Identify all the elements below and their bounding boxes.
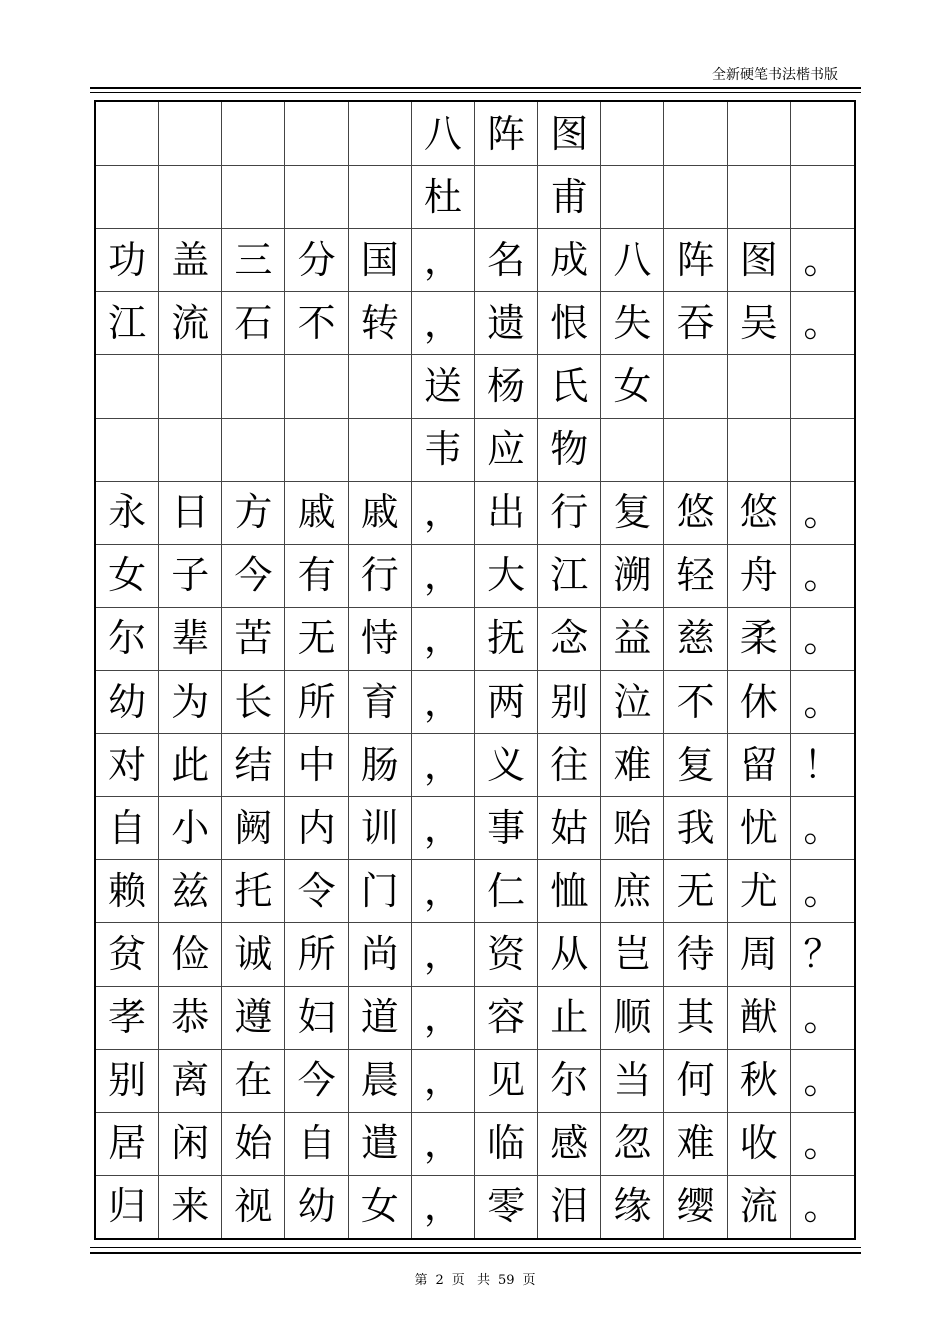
grid-row-line (96, 670, 854, 671)
grid-cell (601, 165, 664, 228)
grid-cell: 尔 (96, 607, 159, 670)
grid-row-line (96, 859, 854, 860)
grid-cell (349, 165, 412, 228)
grid-cell: 当 (601, 1049, 664, 1112)
grid-cell: 难 (601, 733, 664, 796)
grid-cell: 出 (475, 481, 538, 544)
grid-cell: 姑 (538, 796, 601, 859)
grid-row (96, 228, 854, 291)
grid-cell: 我 (665, 796, 728, 859)
grid-cell (791, 102, 854, 165)
grid-row (96, 418, 854, 481)
grid-cell: 中 (286, 733, 349, 796)
grid-row (96, 986, 854, 1049)
grid-cell: 慈 (665, 607, 728, 670)
grid-cell: 别 (96, 1049, 159, 1112)
grid-cell: 难 (665, 1112, 728, 1175)
grid-cell: 所 (286, 670, 349, 733)
grid-cell: 今 (222, 544, 285, 607)
grid-cell: 泣 (601, 670, 664, 733)
grid-cell (349, 418, 412, 481)
grid-cell: 。 (803, 805, 842, 850)
grid-cell: 待 (665, 922, 728, 985)
grid-cell (222, 165, 285, 228)
grid-cell: 往 (538, 733, 601, 796)
grid-cell: 阵 (475, 102, 538, 165)
grid-cell: ， (412, 544, 475, 607)
grid-cell: 缘 (601, 1175, 664, 1238)
grid-cell: 益 (601, 607, 664, 670)
grid-row (96, 1175, 854, 1238)
grid-cell (665, 354, 728, 417)
grid-cell: ， (412, 922, 475, 985)
grid-cell: 大 (475, 544, 538, 607)
grid-cell: 柔 (728, 607, 791, 670)
grid-cell (159, 102, 222, 165)
grid-cell: 应 (475, 418, 538, 481)
grid-cell: 顺 (601, 986, 664, 1049)
grid-cell: 念 (538, 607, 601, 670)
grid-cell: 方 (222, 481, 285, 544)
grid-cell: 庶 (601, 859, 664, 922)
grid-cell: 行 (538, 481, 601, 544)
grid-row (96, 1112, 854, 1175)
grid-cell: 分 (286, 228, 349, 291)
grid-row (96, 354, 854, 417)
grid-row-line (96, 733, 854, 734)
grid-cell (728, 418, 791, 481)
grid-cell: 留 (728, 733, 791, 796)
grid-cell: 吴 (728, 291, 791, 354)
grid-cell: 托 (222, 859, 285, 922)
grid-cell (286, 354, 349, 417)
grid-cell: ， (412, 859, 475, 922)
grid-cell: 流 (728, 1175, 791, 1238)
grid-row (96, 922, 854, 985)
total-prefix: 共 (476, 1273, 490, 1288)
grid-cell: 不 (286, 291, 349, 354)
grid-cell: ， (412, 1049, 475, 1112)
grid-cell: 杨 (475, 354, 538, 417)
grid-cell (349, 102, 412, 165)
grid-cell: 所 (286, 922, 349, 985)
grid-cell: 功 (96, 228, 159, 291)
grid-cell: ， (412, 228, 475, 291)
grid-cell (791, 418, 854, 481)
grid-row (96, 102, 854, 165)
grid-cell: 在 (222, 1049, 285, 1112)
grid-cell: 两 (475, 670, 538, 733)
grid-cell: 图 (728, 228, 791, 291)
grid-cell: ， (412, 986, 475, 1049)
grid-cell: 休 (728, 670, 791, 733)
grid-cell: 门 (349, 859, 412, 922)
grid-cell: 子 (159, 544, 222, 607)
grid-cell: 。 (803, 995, 842, 1040)
grid-cell: 长 (222, 670, 285, 733)
grid-cell: ， (412, 607, 475, 670)
grid-cell: 止 (538, 986, 601, 1049)
grid-cell: 。 (803, 490, 842, 535)
grid-cell (601, 418, 664, 481)
grid-cell: 溯 (601, 544, 664, 607)
header-rule (90, 87, 861, 89)
grid-cell: 图 (538, 102, 601, 165)
grid-cell (159, 354, 222, 417)
grid-cell (475, 165, 538, 228)
grid-cell: 复 (665, 733, 728, 796)
grid-cell: 成 (538, 228, 601, 291)
grid-cell: 吞 (665, 291, 728, 354)
grid-cell: 戚 (286, 481, 349, 544)
grid-cell: 八 (412, 102, 475, 165)
grid-cell: 缨 (665, 1175, 728, 1238)
grid-cell: 肠 (349, 733, 412, 796)
grid-cell: 送 (412, 354, 475, 417)
grid-cell: 无 (665, 859, 728, 922)
grid-cell: 三 (222, 228, 285, 291)
grid-cell: 江 (96, 291, 159, 354)
grid-cell: 幼 (286, 1175, 349, 1238)
grid-cell (728, 354, 791, 417)
grid-cell: 尔 (538, 1049, 601, 1112)
grid-cell: 。 (803, 237, 842, 282)
grid-cell: ， (412, 1175, 475, 1238)
grid-cell: 阙 (222, 796, 285, 859)
grid-cell: 忧 (728, 796, 791, 859)
grid-row (96, 796, 854, 859)
page-number: 2 (435, 1273, 444, 1288)
grid-cell (665, 165, 728, 228)
grid-cell: 居 (96, 1112, 159, 1175)
grid-cell: 岂 (601, 922, 664, 985)
grid-cell: 仁 (475, 859, 538, 922)
grid-cell: 小 (159, 796, 222, 859)
grid-cell: 女 (601, 354, 664, 417)
grid-row-line (96, 1112, 854, 1113)
grid-cell: 视 (222, 1175, 285, 1238)
grid-cell: 八 (601, 228, 664, 291)
grid-cell: 事 (475, 796, 538, 859)
grid-cell (96, 418, 159, 481)
grid-row-line (96, 481, 854, 482)
grid-cell: 令 (286, 859, 349, 922)
grid-cell: 零 (475, 1175, 538, 1238)
grid-cell: 为 (159, 670, 222, 733)
grid-cell: 失 (601, 291, 664, 354)
grid-cell (159, 165, 222, 228)
grid-cell: 尤 (728, 859, 791, 922)
grid-cell: 临 (475, 1112, 538, 1175)
grid-cell: 诚 (222, 922, 285, 985)
grid-cell: 感 (538, 1112, 601, 1175)
grid-cell: 苦 (222, 607, 285, 670)
grid-row (96, 733, 854, 796)
grid-cell: 盖 (159, 228, 222, 291)
grid-cell (96, 102, 159, 165)
calligraphy-grid (94, 100, 856, 1240)
grid-cell: ， (412, 733, 475, 796)
grid-cell: 收 (728, 1112, 791, 1175)
header-title: 全新硬笔书法楷书版 (712, 67, 838, 83)
grid-cell (601, 102, 664, 165)
grid-cell: 永 (96, 481, 159, 544)
grid-cell: 今 (286, 1049, 349, 1112)
grid-cell (286, 102, 349, 165)
grid-row-line (96, 418, 854, 419)
grid-cell: 来 (159, 1175, 222, 1238)
grid-cell (159, 418, 222, 481)
grid-cell: 恨 (538, 291, 601, 354)
grid-cell: ， (412, 670, 475, 733)
grid-cell: 结 (222, 733, 285, 796)
grid-row-line (96, 922, 854, 923)
grid-cell: 离 (159, 1049, 222, 1112)
grid-cell: 泪 (538, 1175, 601, 1238)
grid-cell: 无 (286, 607, 349, 670)
grid-cell (728, 102, 791, 165)
grid-cell (222, 418, 285, 481)
grid-cell: 俭 (159, 922, 222, 985)
grid-cell: 贫 (96, 922, 159, 985)
grid-cell: 。 (803, 679, 842, 724)
grid-cell: 遵 (222, 986, 285, 1049)
grid-cell: 归 (96, 1175, 159, 1238)
grid-cell (96, 165, 159, 228)
grid-cell: 幼 (96, 670, 159, 733)
grid-cell: 流 (159, 291, 222, 354)
grid-row-line (96, 228, 854, 229)
grid-cell: 资 (475, 922, 538, 985)
grid-cell: 女 (349, 1175, 412, 1238)
grid-cell: 遗 (475, 291, 538, 354)
grid-cell: 国 (349, 228, 412, 291)
grid-cell: 别 (538, 670, 601, 733)
grid-row (96, 607, 854, 670)
grid-row-line (96, 1175, 854, 1176)
grid-cell: 对 (96, 733, 159, 796)
grid-cell: 兹 (159, 859, 222, 922)
grid-cell: 。 (803, 300, 842, 345)
grid-cell: 复 (601, 481, 664, 544)
grid-cell: 始 (222, 1112, 285, 1175)
grid-row (96, 291, 854, 354)
grid-cell: 遣 (349, 1112, 412, 1175)
grid-cell: 见 (475, 1049, 538, 1112)
grid-cell: 此 (159, 733, 222, 796)
grid-cell: 自 (96, 796, 159, 859)
grid-cell: ， (412, 291, 475, 354)
grid-cell: 其 (665, 986, 728, 1049)
grid-cell: 悠 (665, 481, 728, 544)
grid-cell: 尚 (349, 922, 412, 985)
grid-row-line (96, 165, 854, 166)
grid-cell: 轻 (665, 544, 728, 607)
grid-cell (349, 354, 412, 417)
grid-cell: 育 (349, 670, 412, 733)
grid-cell: 猷 (728, 986, 791, 1049)
grid-cell: 。 (803, 553, 842, 598)
grid-cell: 自 (286, 1112, 349, 1175)
grid-cell: 辈 (159, 607, 222, 670)
grid-cell (286, 165, 349, 228)
grid-cell: 杜 (412, 165, 475, 228)
grid-cell: 恃 (349, 607, 412, 670)
grid-cell: 恭 (159, 986, 222, 1049)
grid-cell: ， (412, 796, 475, 859)
grid-cell: 义 (475, 733, 538, 796)
grid-row-line (96, 354, 854, 355)
grid-cell: 周 (728, 922, 791, 985)
footer-rule (90, 1252, 861, 1254)
grid-cell: 训 (349, 796, 412, 859)
grid-cell: 转 (349, 291, 412, 354)
grid-cell: 甫 (538, 165, 601, 228)
grid-cell: ， (412, 1112, 475, 1175)
grid-cell: 石 (222, 291, 285, 354)
grid-cell: 晨 (349, 1049, 412, 1112)
grid-cell: 内 (286, 796, 349, 859)
grid-row-line (96, 1049, 854, 1050)
grid-cell (791, 354, 854, 417)
grid-row-line (96, 796, 854, 797)
grid-row (96, 859, 854, 922)
grid-row (96, 481, 854, 544)
grid-cell (665, 102, 728, 165)
page-footer (0, 1269, 950, 1288)
grid-cell (222, 354, 285, 417)
grid-row (96, 544, 854, 607)
grid-cell: 有 (286, 544, 349, 607)
grid-cell (96, 354, 159, 417)
grid-cell: 行 (349, 544, 412, 607)
grid-cell: 从 (538, 922, 601, 985)
grid-cell: 不 (665, 670, 728, 733)
total-pages: 59 (497, 1273, 515, 1288)
page-label-suffix: 页 (451, 1273, 465, 1288)
grid-cell: 妇 (286, 986, 349, 1049)
grid-cell (286, 418, 349, 481)
grid-row-line (96, 544, 854, 545)
grid-cell: 名 (475, 228, 538, 291)
grid-cell: 阵 (665, 228, 728, 291)
grid-cell: 江 (538, 544, 601, 607)
grid-cell: 贻 (601, 796, 664, 859)
grid-cell (791, 165, 854, 228)
grid-cell: 孝 (96, 986, 159, 1049)
grid-cell (728, 165, 791, 228)
header-rule-thin (90, 92, 861, 93)
grid-cell: 容 (475, 986, 538, 1049)
grid-cell: 秋 (728, 1049, 791, 1112)
grid-cell: 。 (803, 868, 842, 913)
grid-cell (665, 418, 728, 481)
grid-cell: 韦 (412, 418, 475, 481)
grid-row (96, 165, 854, 228)
total-suffix: 页 (522, 1273, 536, 1288)
grid-row-line (96, 291, 854, 292)
grid-cell: ！ (803, 742, 842, 787)
grid-cell: 舟 (728, 544, 791, 607)
grid-cell: 日 (159, 481, 222, 544)
grid-cell: 女 (96, 544, 159, 607)
grid-cell: 戚 (349, 481, 412, 544)
grid-cell: 何 (665, 1049, 728, 1112)
grid-row (96, 1049, 854, 1112)
grid-cell: 。 (803, 1184, 842, 1229)
grid-cell (222, 102, 285, 165)
grid-cell: 抚 (475, 607, 538, 670)
grid-cell: 闲 (159, 1112, 222, 1175)
grid-cell: 。 (803, 616, 842, 661)
grid-cell: ？ (803, 931, 842, 976)
footer-rule-thin (90, 1247, 861, 1248)
grid-cell: ， (412, 481, 475, 544)
grid-cell: 赖 (96, 859, 159, 922)
grid-cell: 物 (538, 418, 601, 481)
grid-cell: 。 (803, 1121, 842, 1166)
grid-cell: 氏 (538, 354, 601, 417)
grid-row (96, 670, 854, 733)
grid-cell: 。 (803, 1058, 842, 1103)
grid-cell: 道 (349, 986, 412, 1049)
grid-row-line (96, 986, 854, 987)
grid-cell: 忽 (601, 1112, 664, 1175)
grid-cell: 悠 (728, 481, 791, 544)
grid-cell: 恤 (538, 859, 601, 922)
page-label-prefix: 第 (414, 1273, 428, 1288)
grid-row-line (96, 607, 854, 608)
